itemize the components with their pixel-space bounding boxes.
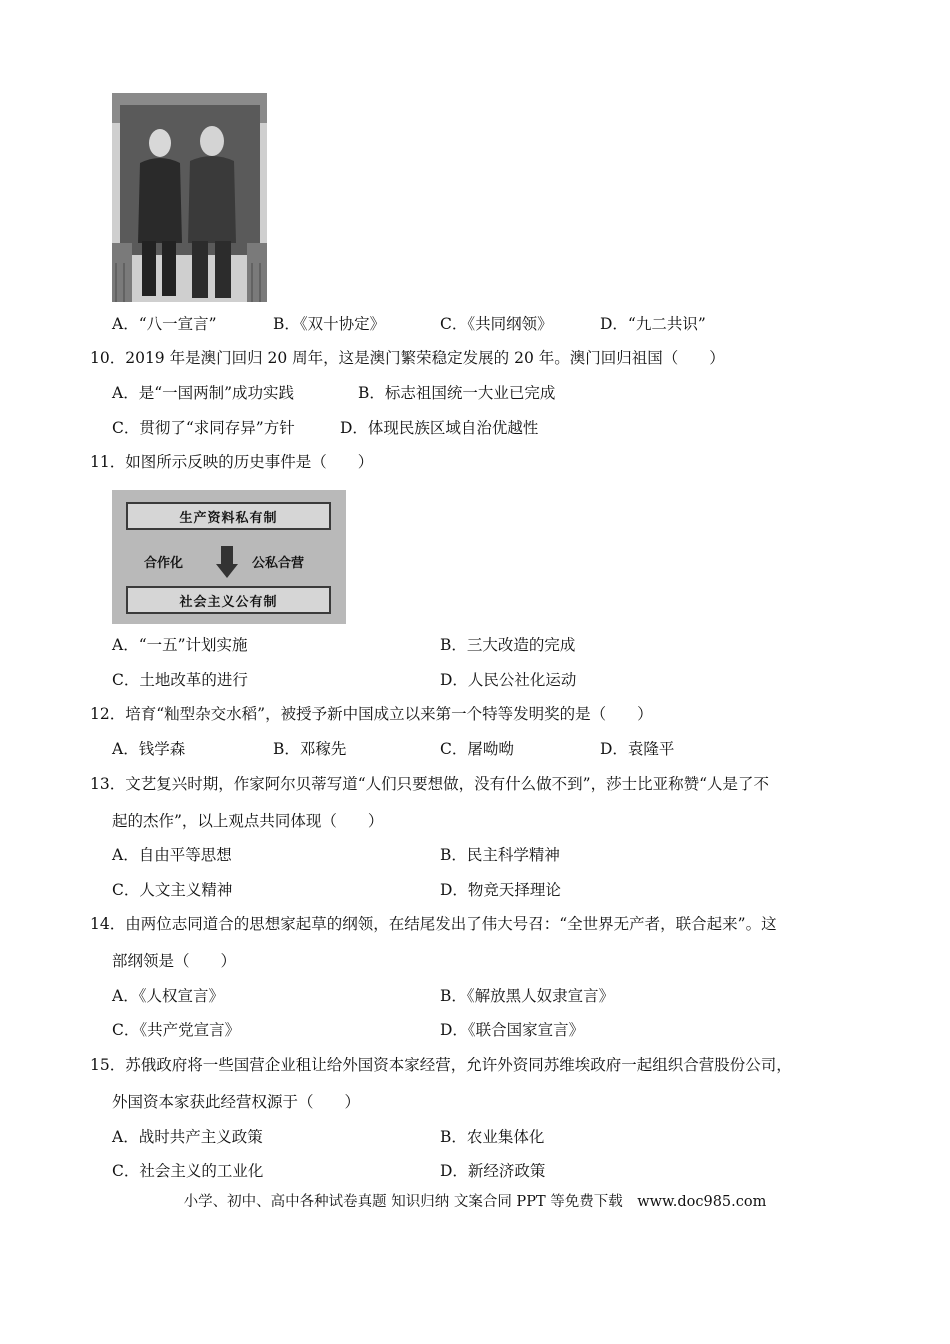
q15-option-d[interactable]: D．新经济政策 (440, 1162, 546, 1180)
diagram-right-label: 公私合营 (252, 556, 305, 571)
q11-option-c[interactable]: C．土地改革的进行 (112, 671, 248, 689)
q12-option-b[interactable]: B．邓稼先 (273, 740, 347, 758)
q11-option-b[interactable]: B．三大改造的完成 (440, 636, 576, 654)
page-footer: 小学、初中、高中各种试卷真题 知识归纳 文案合同 PPT 等免费下载 www.doc985.com (183, 1194, 767, 1210)
q13-option-c[interactable]: C．人文主义精神 (112, 881, 233, 899)
q12-option-c[interactable]: C．屠呦呦 (440, 740, 514, 758)
q13-option-a[interactable]: A．自由平等思想 (112, 846, 232, 864)
q9-option-a[interactable]: A．“八一宣言” (112, 315, 217, 333)
two-men-photo-icon (112, 93, 267, 302)
q10-option-a[interactable]: A．是“一国两制”成功实践 (112, 384, 295, 402)
q13-stem-line2: 起的杰作”，以上观点共同体现（ ） (112, 812, 384, 830)
down-arrow-icon (216, 546, 238, 578)
q14-option-d[interactable]: D．《联合国家宣言》 (440, 1021, 585, 1039)
historical-photo (112, 93, 267, 302)
diagram-top-box: 生产资料私有制 (126, 502, 331, 530)
q13-stem-line1: 13．文艺复兴时期，作家阿尔贝蒂写道“人们只要想做，没有什么做不到”，莎士比亚称赞“人是了不 (90, 775, 769, 793)
ownership-diagram (112, 490, 346, 624)
q11-option-d[interactable]: D．人民公社化运动 (440, 671, 577, 689)
q11-stem: 11．如图所示反映的历史事件是（ ） (90, 453, 374, 471)
q9-option-d[interactable]: D．“九二共识” (600, 315, 706, 333)
q14-stem-line2: 部纲领是（ ） (112, 952, 237, 970)
q9-option-c[interactable]: C．《共同纲领》 (440, 315, 553, 333)
q14-stem-line1: 14．由两位志同道合的思想家起草的纲领，在结尾发出了伟大号召：“全世界无产者，联合起来”。这 (90, 915, 777, 933)
diagram-left-label: 合作化 (144, 556, 184, 571)
q10-stem: 10．2019 年是澳门回归 20 周年，这是澳门繁荣稳定发展的 20 年。澳门回归祖国（ ） (90, 349, 725, 367)
q15-stem-line1: 15．苏俄政府将一些国营企业租让给外国资本家经营，允许外资同苏维埃政府一起组织合营股份公司， (90, 1056, 792, 1074)
q15-option-a[interactable]: A．战时共产主义政策 (112, 1128, 263, 1146)
q14-option-a[interactable]: A．《人权宣言》 (112, 987, 224, 1005)
q9-option-b[interactable]: B．《双十协定》 (273, 315, 386, 333)
diagram-bottom-box: 社会主义公有制 (126, 586, 331, 614)
q14-option-c[interactable]: C．《共产党宣言》 (112, 1021, 241, 1039)
q11-option-a[interactable]: A．“一五”计划实施 (112, 636, 248, 654)
q15-option-c[interactable]: C．社会主义的工业化 (112, 1162, 264, 1180)
q14-option-b[interactable]: B．《解放黑人奴隶宣言》 (440, 987, 615, 1005)
q15-stem-line2: 外国资本家获此经营权源于（ ） (112, 1093, 361, 1111)
q12-option-a[interactable]: A．钱学森 (112, 740, 186, 758)
q15-option-b[interactable]: B．农业集体化 (440, 1128, 545, 1146)
q12-stem: 12．培育“籼型杂交水稻”，被授予新中国成立以来第一个特等发明奖的是（ ） (90, 705, 653, 723)
q10-option-b[interactable]: B．标志祖国统一大业已完成 (358, 384, 556, 402)
q13-option-b[interactable]: B．民主科学精神 (440, 846, 560, 864)
q10-option-c[interactable]: C．贯彻了“求同存异”方针 (112, 419, 295, 437)
q13-option-d[interactable]: D．物竞天择理论 (440, 881, 561, 899)
q10-option-d[interactable]: D．体现民族区域自治优越性 (340, 419, 539, 437)
q12-option-d[interactable]: D．袁隆平 (600, 740, 675, 758)
